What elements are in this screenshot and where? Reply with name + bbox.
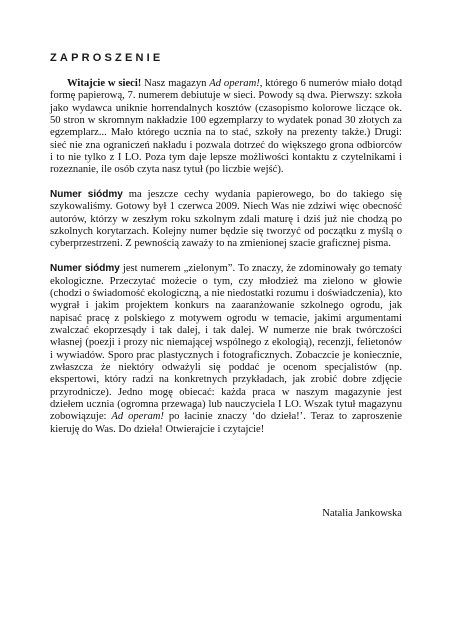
issue-phrase: Numer siódmy <box>50 263 120 275</box>
paragraph-seventh-issue <box>50 189 402 251</box>
magazine-title: Ad operam! <box>111 411 164 423</box>
text-run: po łacinie znaczy ‘do dzieła!’. Teraz to zaproszenie kieruję do Was. Do dzieła! Otwierajcie i czytajcie! <box>50 411 402 435</box>
paragraph-green-issue <box>50 263 402 436</box>
issue-phrase: Numer siódmy <box>50 189 123 201</box>
document-heading: ZAPROSZENIE <box>50 52 164 64</box>
signature: Natalia Jankowska <box>322 508 402 519</box>
welcome-phrase: Witajcie w sieci! <box>67 78 142 89</box>
text-run: jest numerem „zielonym”. To znaczy, że zdominowały go tematy ekologiczne. Przeczytać możecie o tym, czy młodzież ma zielono w głowie (chodzi o świadomość ekologiczną, a nie niedostatki rozumu i doświadczenia), kto wygrał i jakim projektem konkurs na zaaranżowanie szkolnego ogrodu, jak napisać pracę z polskiego z motywem ogrodu w temacie, jakimi argumentami zwalczać ekoprzesądy i tak dalej, i tak dalej. W numerze nie brak twórczości własnej (poezji i prozy nic niemającej wspólnego z ekologią), recenzji, felietonów i wywiadów. Sporo prac plastycznych i fotograficznych. Zobaczcie je koniecznie, zwłaszcza że niektóry odważyli się poddać je ocenom specjalistów (np. ekspertowi, który radzi na konkretnych przykładach, jak zrobić dobre zdjęcie przyrodnicze). Jedno mogę obiecać: każda praca w naszym magazynie jest dziełem ucznia (ogromna przewaga) lub nauczyciela I LO. Wszak tytuł magazynu zobowiązuje: <box>50 263 403 423</box>
text-run: Nasz magazyn <box>141 78 210 89</box>
document-body <box>50 78 402 448</box>
text-run: , którego 6 numerów miało dotąd formę papierową, 7. numerem debiutuje w sieci. Powody są dwa. Pierwszy: szkoła jako wydawca uniknie horrendalnych kosztów (czasopismo kolorowe liczące ok. 50 stron w skromnym nakładzie 100 egzemplarzy to wydatek ponad 30 złotych za egzemplarz... Mało którego ucznia na to stać, szkoły na prezenty także.) Drugi: sieć nie zna ograniczeń nakładu i pozwala dotrzeć do większego grona odbiorców i to nie tylko z I LO. Poza tym daje lepsze możliwości kontaktu z czytelnikami i rozeznanie, ile osób czyta nasz tytuł (po liczbie wejść). <box>50 78 402 176</box>
text-run: ma jeszcze cechy wydania papierowego, bo do takiego się szykowaliśmy. Gotowy był 1 czerwca 2009. Niech Was nie zdziwi więc obecność autorów, którzy w zeszłym roku szkolnym zdali maturę i dziś już nie chodzą po szkolnych korytarzach. Kolejny numer będzie się tworzyć od początku z myślą o cyberprzestrzeni. Z pewnością zaważy to na zmienionej szacie graficznej pisma. <box>50 189 402 250</box>
magazine-title: Ad operam! <box>209 78 260 89</box>
paragraph-welcome <box>50 78 402 177</box>
